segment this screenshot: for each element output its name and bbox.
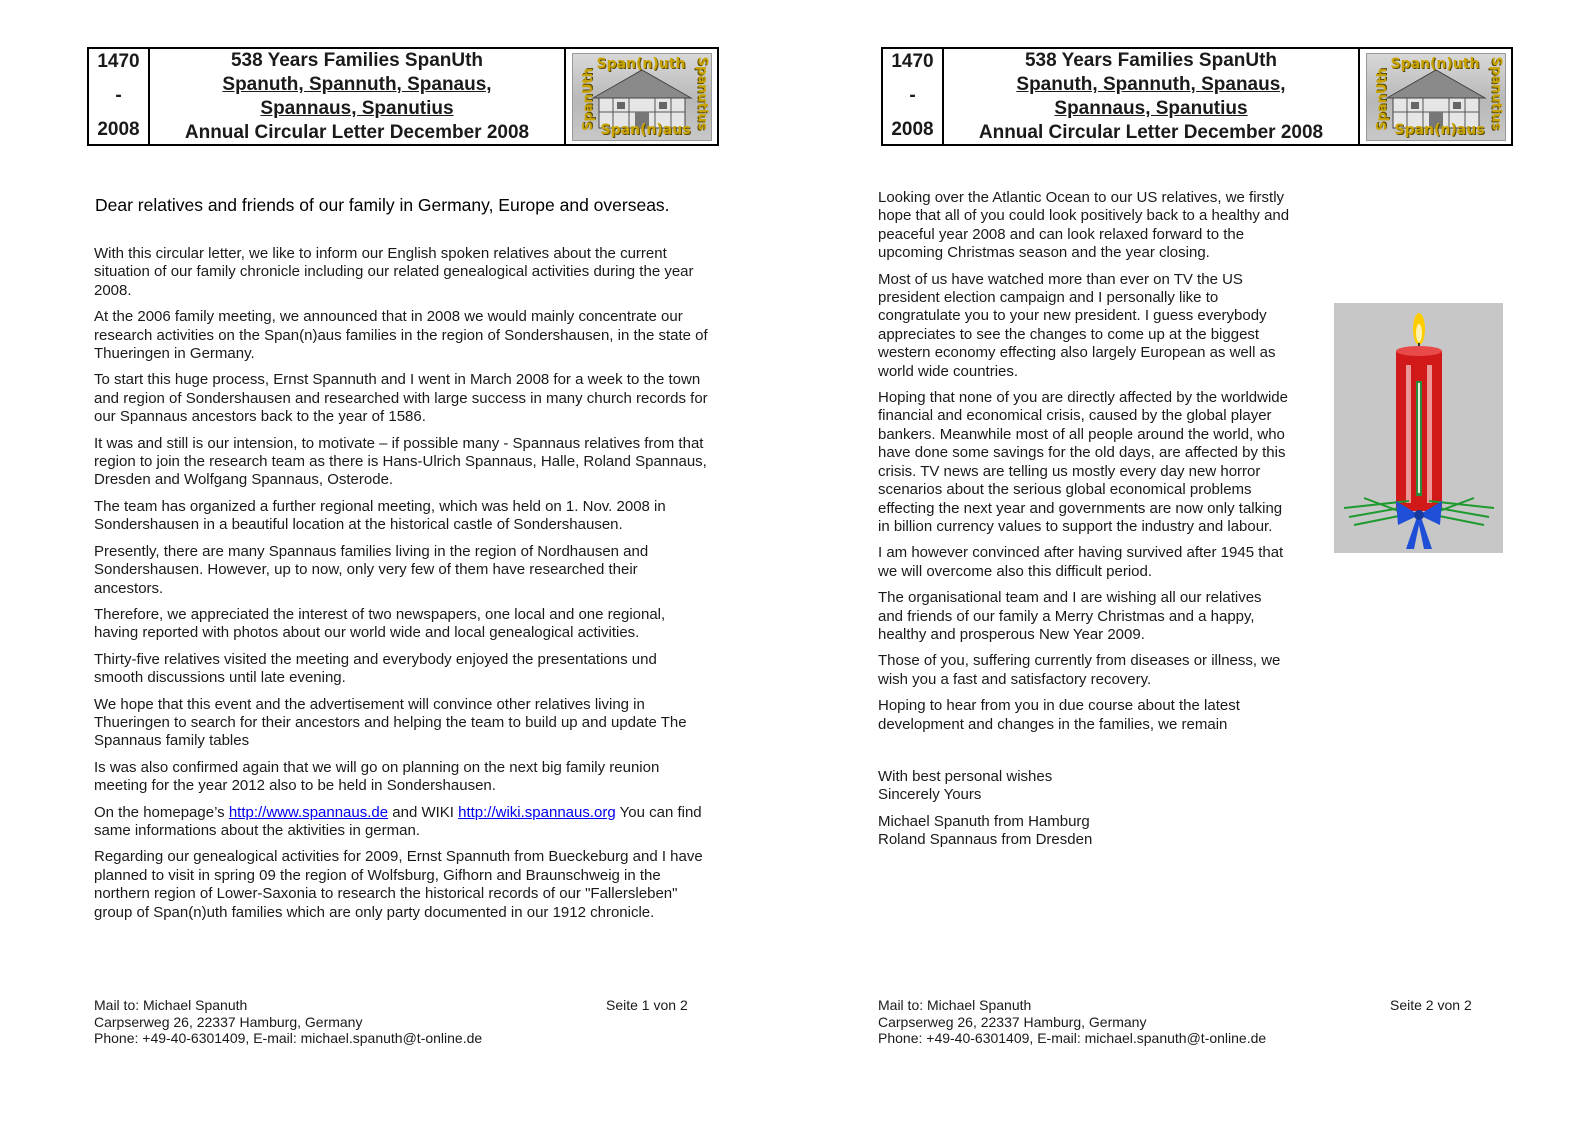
logo-text-left: SpanUth (1374, 68, 1390, 131)
title-line-4: Annual Circular Letter December 2008 (978, 122, 1324, 143)
page-number: Seite 2 von 2 (1390, 997, 1472, 1013)
paragraph: Is was also confirmed again that we will go on planning on the next big family reunion meeting for the year 2012 also to be held in Sondershausen. (94, 758, 660, 795)
footer-address: Carpserweg 26, 22337 Hamburg, Germany (878, 1013, 1147, 1030)
paragraph: We hope that this event and the advertisement will convince other relatives living in Thueringen to search for their ancestors and helping the team to build up and update The Spannaus family tables (94, 695, 687, 750)
paragraph: Those of you, suffering currently from diseases or illness, we wish you a fast and satisfactory recovery. (878, 652, 1281, 688)
paragraph: Hoping that none of you are directly affected by the worldwide financial and economical crisis, caused by the global player bankers. Meanwhile most of all people around the world, who have done some savings for the old days, are affected by this crisis. TV news are telling us mostly every day new horror scenarios about the serious global economical problems effecting the next year and governments are now only talking in billion currency values to support the industry and labour. (878, 389, 1288, 535)
logo-text-right: Spanutius (1488, 56, 1504, 131)
page-footer (878, 997, 1478, 1047)
year-dash: - (909, 85, 916, 106)
page-2 (794, 0, 1588, 1123)
paragraph: The team has organized a further regional meeting, which was held on 1. Nov. 2008 in Sondershausen in a beautiful location at the historical castle of Sondershausen. (94, 497, 666, 534)
page-footer (94, 997, 694, 1047)
family-house-logo (572, 53, 712, 141)
footer-contact: Phone: +49-40-6301409, E-mail: michael.spanuth@t-online.de (94, 1030, 483, 1046)
title-line-3: Spannaus, Spanutius (260, 98, 454, 119)
family-house-logo (1366, 53, 1506, 141)
paragraph: At the 2006 family meeting, we announced that in 2008 we would mainly concentrate our research activities on the Span(n)aus families in the region of Sondershausen, in the state of Thueringen in Germany. (94, 308, 708, 363)
logo-text-top: Span(n)uth (1390, 56, 1480, 72)
spannaus-wiki-link[interactable]: http://wiki.spannaus.org (458, 803, 616, 821)
letter-body-page-2 (878, 189, 1290, 858)
letter-body-page-1 (94, 245, 710, 930)
footer-mail-to: Mail to: Michael Spanuth (878, 997, 1032, 1013)
logo-text-bottom: Span(n)aus (600, 122, 691, 138)
letter-header (881, 47, 1513, 146)
homepage-middle: and WIKI (388, 803, 459, 821)
family-logo (566, 49, 717, 145)
title-line-4: Annual Circular Letter December 2008 (184, 122, 530, 143)
page-number: Seite 1 von 2 (606, 997, 688, 1013)
footer-mail-to: Mail to: Michael Spanuth (94, 997, 248, 1013)
closing-line: With best personal wishes (878, 767, 1053, 785)
footer-address: Carpserweg 26, 22337 Hamburg, Germany (94, 1013, 363, 1030)
paragraph: The organisational team and I are wishing all our relatives and friends of our family a Merry Christmas and a happy, healthy and prosperous New Year 2009. (878, 589, 1262, 643)
paragraph: Thirty-five relatives visited the meeting and everybody enjoyed the presentations und smooth discussions until late evening. (94, 650, 657, 687)
header-title (150, 49, 566, 145)
year-end: 2008 (891, 119, 934, 140)
paragraph: Hoping to hear from you in due course about the latest development and changes in the families, we remain (878, 697, 1240, 733)
title-line-1: 538 Years Families SpanUth (230, 50, 484, 71)
signature-line: Michael Spanuth from Hamburg (878, 812, 1090, 830)
year-start: 1470 (891, 51, 934, 72)
christmas-candle-image (1334, 303, 1503, 553)
paragraph: Therefore, we appreciated the interest of two newspapers, one local and one regional, having reported with photos about our world wide and local genealogical activities. (94, 605, 666, 642)
paragraph: Most of us have watched more than ever on TV the US president election campaign and I personally like to congratulate you to your new president. I guess everybody appreciates to see the changes to come up at the biggest western economy effecting also largely European as well as world wide countries. (878, 270, 1276, 380)
title-line-1: 538 Years Families SpanUth (1024, 50, 1278, 71)
paragraph: Presently, there are many Spannaus families living in the region of Nordhausen and Sondershausen. However, up to now, only very few of them have researched their ancestors. (94, 542, 649, 597)
homepage-paragraph (94, 804, 710, 841)
year-start: 1470 (97, 51, 140, 72)
closing-line: Sincerely Yours (878, 786, 982, 804)
paragraph: Looking over the Atlantic Ocean to our US relatives, we firstly hope that all of you could look positively back to a healthy and peaceful year 2008 and can look relaxed forward to the upcoming Christmas season and the year closing. (878, 189, 1290, 262)
paragraph: I am however convinced after having survived after 1945 that we will overcome also this difficult period. (878, 544, 1284, 580)
logo-text-top: Span(n)uth (596, 56, 686, 72)
header-years (89, 49, 150, 145)
title-line-2: Spanuth, Spannuth, Spanaus, (1016, 74, 1286, 95)
family-logo (1360, 49, 1511, 145)
logo-text-left: SpanUth (580, 68, 596, 131)
letter-header (87, 47, 719, 146)
title-line-2: Spanuth, Spannuth, Spanaus, (222, 74, 492, 95)
header-years (883, 49, 944, 145)
candle-icon (1334, 303, 1503, 553)
greeting: Dear relatives and friends of our family in Germany, Europe and overseas. (95, 195, 670, 215)
homepage-suffix: You can find same informations about the aktivities in german. (94, 803, 702, 839)
footer-contact: Phone: +49-40-6301409, E-mail: michael.spanuth@t-online.de (878, 1030, 1267, 1046)
homepage-prefix: On the homepage’s (94, 803, 229, 821)
logo-text-right: Spanutius (694, 56, 710, 131)
spannaus-homepage-link[interactable]: http://www.spannaus.de (228, 803, 389, 821)
paragraph: With this circular letter, we like to inform our English spoken relatives about the current situation of our family chronicle including our related genealogical activities during the year 2008. (94, 245, 694, 299)
title-line-3: Spannaus, Spanutius (1054, 98, 1248, 119)
paragraph: It was and still is our intension, to motivate – if possible many - Spannaus relatives from that region to join the research team as there is Hans-Ulrich Spannaus, Halle, Roland Spannaus, Dresden and Wolfgang Spannaus, Osterode. (94, 434, 707, 489)
header-title (944, 49, 1360, 145)
year-dash: - (115, 85, 122, 106)
signature-line: Roland Spannaus from Dresden (878, 831, 1093, 849)
year-end: 2008 (97, 119, 140, 140)
logo-text-bottom: Span(n)aus (1394, 122, 1485, 138)
paragraph: Regarding our genealogical activities for 2009, Ernst Spannuth from Bueckeburg and I have planned to visit in spring 09 the region of Wolfsburg, Gifhorn and Braunschweig in the northern region of Lower-Saxonia to research the historical records of our "Fallersleben" group of Span(n)uth families which are only party documented in our 1912 chronicle. (94, 848, 703, 921)
paragraph: To start this huge process, Ernst Spannuth and I went in March 2008 for a week to the town and region of Sondershausen and researched with large success in many church records for our Spannaus ancestors back to the year of 1586. (94, 371, 708, 426)
